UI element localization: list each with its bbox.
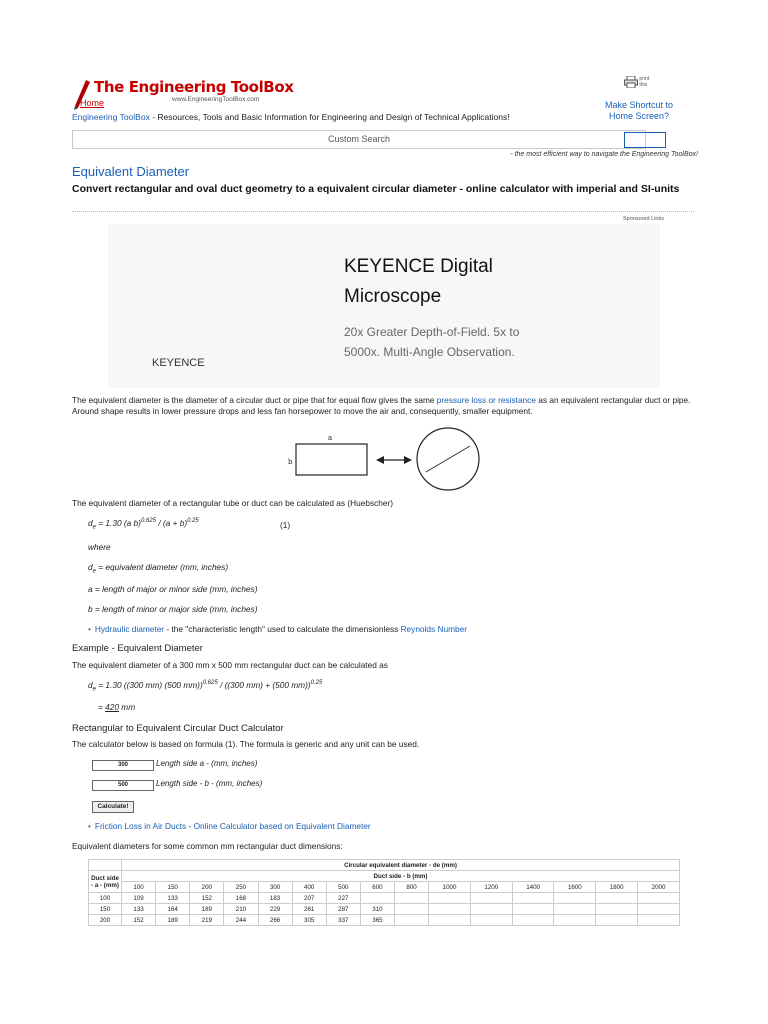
table-cell: 133 (156, 893, 190, 904)
rectangle-duct (296, 444, 367, 475)
reynolds-number-link[interactable]: Reynolds Number (400, 624, 467, 634)
logo-url: www.EngineeringToolBox.com (172, 96, 260, 103)
table-cell: 227 (326, 893, 360, 904)
formula-number: (1) (280, 520, 291, 530)
logo-title: The Engineering ToolBox (94, 78, 294, 96)
print-label: print (639, 76, 650, 82)
table-cell (638, 904, 680, 915)
formula-rest: = 1.30 (a b) (95, 518, 141, 528)
def-d-sub: e (92, 568, 96, 575)
ex-rest: = 1.30 ((300 mm) (500 mm)) (95, 680, 203, 690)
column-header: 2000 (638, 882, 680, 893)
pressure-loss-link[interactable]: pressure loss or resistance (436, 395, 536, 405)
column-header: 1400 (512, 882, 554, 893)
column-header: 600 (360, 882, 394, 893)
intro-text-a: The equivalent diameter is the diameter of a circular duct or pipe that for equal flow gives the same (72, 395, 437, 405)
table-cell: 365 (360, 915, 394, 926)
friction-loss-link[interactable]: Friction Loss in Air Ducts (94, 821, 187, 831)
table-cell: 210 (224, 904, 258, 915)
equivalent-diameter-diagram (280, 424, 480, 500)
formula-d: d (88, 518, 93, 528)
table-row (89, 915, 680, 926)
table-cell (395, 915, 429, 926)
column-header: 500 (326, 882, 360, 893)
shortcut-box[interactable] (624, 132, 666, 148)
print-label-2: this (639, 82, 648, 88)
ex-result-eq: = (98, 702, 106, 712)
column-headers (89, 882, 680, 893)
formula-def-de (88, 562, 228, 575)
table-cell: 152 (190, 893, 224, 904)
efficient-note: - the most efficient way to navigate the Engineering ToolBox! (510, 151, 698, 158)
custom-search-input[interactable]: Custom Search (72, 130, 646, 149)
table-cell: 261 (292, 904, 326, 915)
table-cell: 189 (190, 904, 224, 915)
hydraulic-text: - the "characteristic length" used to calculate the dimensionless (164, 624, 401, 634)
online-calculator-link[interactable]: Online Calculator based on Equivalent Diameter (193, 821, 371, 831)
column-header: 1200 (470, 882, 512, 893)
example-text: The equivalent diameter of a 300 mm x 500 mm rectangular duct can be calculated as (72, 660, 388, 670)
table-cell: 164 (156, 904, 190, 915)
formula-where: where (88, 542, 111, 552)
make-shortcut-link[interactable]: Make Shortcut to Home Screen? (604, 100, 674, 121)
table-intro: Equivalent diameters for some common mm rectangular duct dimensions: (72, 841, 343, 851)
intro-paragraph (72, 395, 696, 417)
ad-brand: KEYENCE (152, 357, 205, 369)
equivalent-diameter-table (88, 859, 680, 926)
table-cell: 244 (224, 915, 258, 926)
row-label: 200 (89, 915, 122, 926)
table-cell: 310 (360, 904, 394, 915)
site-logo[interactable] (72, 78, 312, 110)
table-corner (89, 860, 122, 871)
table-cell (554, 893, 596, 904)
ex-result-unit: mm (119, 702, 136, 712)
table-cell (596, 915, 638, 926)
intro-text-b: as an equivalent rectangular duct or pipe. Around shape results in lower pressure drops and less fan horsepower to move the air and, consequently, smaller equipment. (72, 395, 691, 416)
table-cell (512, 915, 554, 926)
table-cell: 229 (258, 904, 292, 915)
side-a-label: Length side a - (mm, inches) (156, 759, 258, 768)
table-cell (395, 893, 429, 904)
column-header: 150 (156, 882, 190, 893)
formula-mid: / (a + b) (155, 518, 188, 528)
tagline (72, 112, 510, 122)
print-button[interactable] (624, 76, 649, 88)
table-cell: 168 (224, 893, 258, 904)
table-row (89, 893, 680, 904)
calculator-heading: Rectangular to Equivalent Circular Duct Calculator (72, 723, 284, 734)
hydraulic-bullet (88, 624, 467, 634)
table-cell: 183 (258, 893, 292, 904)
table-cell (512, 893, 554, 904)
table-cell (554, 915, 596, 926)
example-heading: Example - Equivalent Diameter (72, 643, 203, 654)
table-cell (429, 893, 471, 904)
table-cell: 109 (122, 893, 156, 904)
table-cell: 189 (156, 915, 190, 926)
column-header: 1600 (554, 882, 596, 893)
table-cell (470, 893, 512, 904)
ex-exp2: 0.25 (310, 680, 323, 687)
formula-d-sub: e (92, 524, 96, 531)
example-calc (88, 680, 322, 693)
diagram-label-b: b (288, 458, 293, 466)
page-subtitle: Convert rectangular and oval duct geometry to a equivalent circular diameter - online calculator with imperial and SI-units (72, 183, 680, 195)
table-row (89, 904, 680, 915)
ex-exp1: 0.625 (202, 680, 218, 687)
table-cell: 305 (292, 915, 326, 926)
calculate-button[interactable]: Calculate! (92, 801, 134, 813)
formula-def-a: a = length of major or minor side (mm, inches) (88, 584, 258, 594)
bullet-dot-icon: • (88, 624, 91, 634)
page-title: Equivalent Diameter (72, 164, 190, 179)
row-header: Duct side - a - (mm) (89, 871, 122, 893)
column-header: 200 (190, 882, 224, 893)
friction-sep: - (186, 821, 194, 831)
table-cell (429, 904, 471, 915)
side-b-label: Length side - b - (mm, inches) (156, 779, 263, 788)
ex-d: d (88, 680, 93, 690)
table-cell: 266 (258, 915, 292, 926)
column-header: 100 (122, 882, 156, 893)
formula-exp1: 0.625 (140, 518, 156, 525)
printer-icon (624, 76, 638, 88)
def-d: d (88, 562, 93, 572)
table-cell (360, 893, 394, 904)
ad-subtext: 20x Greater Depth-of-Field. 5x to 5000x. Multi-Angle Observation. (344, 325, 520, 359)
table-cell (638, 893, 680, 904)
ex-d-sub: e (92, 686, 96, 693)
column-header: 300 (258, 882, 292, 893)
table-cell: 287 (326, 904, 360, 915)
table-cell (470, 904, 512, 915)
table-cell (596, 904, 638, 915)
sponsored-label: Sponsored Links (623, 216, 664, 222)
table-caption: Circular equivalent diameter - de (mm) (122, 860, 680, 871)
home-link[interactable]: Home (80, 98, 105, 108)
friction-bullet (88, 821, 371, 831)
table-cell: 207 (292, 893, 326, 904)
side-a-input[interactable]: 300 (92, 760, 154, 771)
bullet-dot-icon: • (88, 821, 91, 831)
diagram-label-a: a (328, 434, 333, 442)
ad-headline[interactable]: KEYENCE Digital Microscope (344, 256, 493, 307)
ex-result-value: 420 (105, 702, 119, 712)
tagline-link[interactable]: Engineering ToolBox (72, 112, 150, 122)
column-header: 800 (395, 882, 429, 893)
example-result (98, 702, 135, 712)
table-cell (429, 915, 471, 926)
hydraulic-diameter-link[interactable]: Hydraulic diameter (94, 624, 165, 634)
formula-intro: The equivalent diameter of a rectangular tube or duct can be calculated as (Huebscher) (72, 498, 393, 508)
table-cell: 337 (326, 915, 360, 926)
column-header: 1000 (429, 882, 471, 893)
table-cell: 152 (122, 915, 156, 926)
table-cell: 219 (190, 915, 224, 926)
ex-mid: / ((300 mm) + (500 mm)) (217, 680, 311, 690)
row-label: 150 (89, 904, 122, 915)
tagline-text: - Resources, Tools and Basic Information for Engineering and Design of Technical Applications! (149, 112, 510, 122)
column-header: 1800 (596, 882, 638, 893)
divider (72, 211, 694, 212)
table-cell (512, 904, 554, 915)
table-cell (395, 904, 429, 915)
side-b-input[interactable]: 500 (92, 780, 154, 791)
def-de-text: = equivalent diameter (mm, inches) (95, 562, 229, 572)
formula-main (88, 518, 199, 531)
column-header: 250 (224, 882, 258, 893)
table-cell (638, 915, 680, 926)
table-cell: 133 (122, 904, 156, 915)
table-cell (596, 893, 638, 904)
row-label: 100 (89, 893, 122, 904)
column-header: 400 (292, 882, 326, 893)
table-cell (470, 915, 512, 926)
table-cell (554, 904, 596, 915)
calculator-text: The calculator below is based on formula (1). The formula is generic and any unit can be used. (72, 739, 420, 749)
advertisement[interactable] (108, 224, 660, 388)
formula-exp2: 0.25 (187, 518, 199, 525)
formula-def-b: b = length of minor or major side (mm, inches) (88, 604, 258, 614)
col-group-header: Duct side - b (mm) (122, 871, 680, 882)
